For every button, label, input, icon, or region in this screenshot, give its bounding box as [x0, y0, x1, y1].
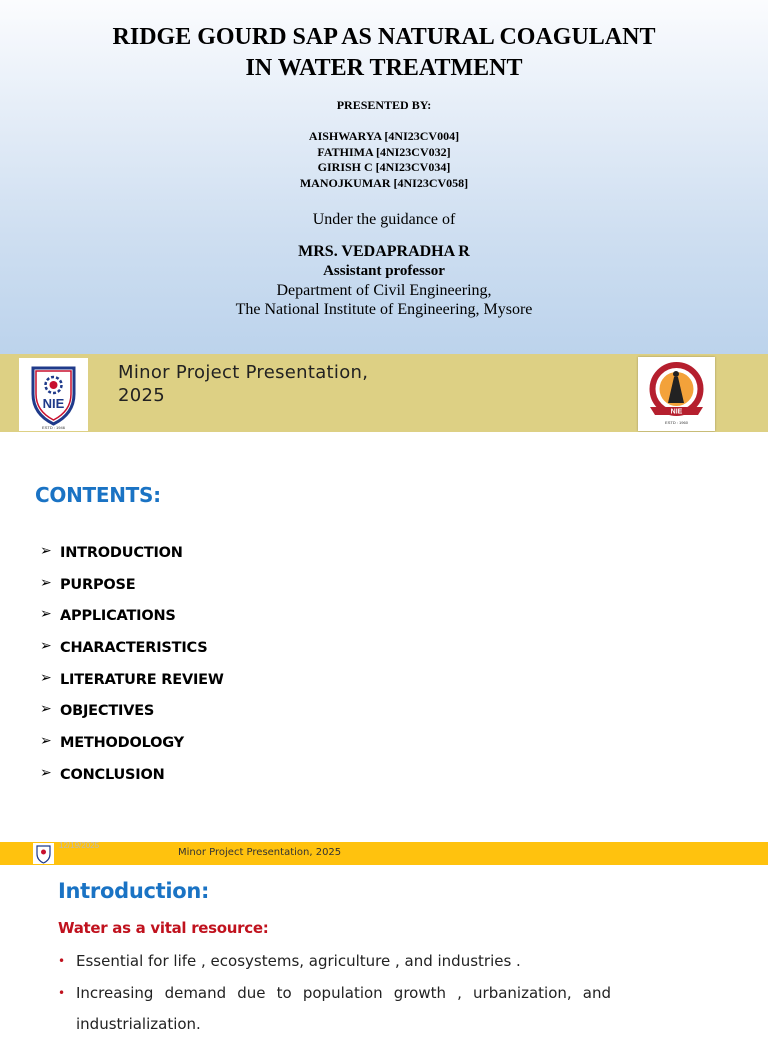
contents-item: ➢ LITERATURE REVIEW [40, 668, 224, 688]
arrow-bullet-icon: ➢ [40, 605, 52, 622]
nie-logo [19, 358, 88, 431]
arrow-bullet-icon: ➢ [40, 763, 52, 780]
contents-item: ➢ CONCLUSION [40, 763, 165, 783]
member-list [0, 129, 768, 191]
institute-name: The National Institute of Engineering, Mysore [235, 301, 533, 318]
contents-heading: CONTENTS: [35, 483, 161, 507]
presentation-title [0, 22, 768, 84]
guide-role: Assistant professor [323, 263, 445, 279]
civil-dept-emblem-icon [638, 357, 715, 431]
svg-text:ESTD : 1960: ESTD : 1960 [665, 420, 688, 425]
bullet-dot-icon: • [58, 986, 66, 1000]
slide-date: 12/19/2025 [59, 841, 100, 850]
title-line-1: RIDGE GOURD SAP AS NATURAL COAGULANT [112, 24, 656, 50]
member-item: FATHIMA [4NI23CV032] [317, 144, 451, 159]
arrow-bullet-icon: ➢ [40, 573, 52, 590]
title-slide [0, 0, 768, 432]
contents-list [40, 541, 224, 795]
civil-dept-logo [638, 357, 715, 431]
contents-item: ➢ APPLICATIONS [40, 605, 176, 625]
svg-text:NIE: NIE [42, 396, 65, 411]
arrow-bullet-icon: ➢ [40, 637, 52, 654]
nie-shield-small-icon [33, 843, 54, 864]
nie-shield-icon [19, 358, 88, 431]
svg-text:NIE: NIE [670, 408, 683, 416]
footer-line-1: Minor Project Presentation, [118, 362, 369, 383]
contents-item: ➢ METHODOLOGY [40, 732, 184, 752]
member-item: GIRISH C [4NI23CV034] [317, 160, 451, 174]
arrow-bullet-icon: ➢ [40, 542, 52, 558]
arrow-bullet-icon: ➢ [40, 732, 52, 749]
bullet-item: • Essential for life , ecosystems, agriculture , and industries . [58, 946, 611, 977]
svg-text:Department of Civil Engineerin: Department of Civil Engineering [658, 426, 695, 429]
contents-item: ➢ CHARACTERISTICS [40, 637, 208, 657]
introduction-subheading: Water as a vital resource: [58, 919, 269, 937]
presented-by-label: PRESENTED BY: [336, 98, 432, 112]
contents-item: ➢ INTRODUCTION [40, 542, 183, 561]
footer-line-2: 2025 [118, 385, 166, 406]
slide-footer-text: Minor Project Presentation, 2025 [178, 847, 342, 858]
member-item: MANOJKUMAR [4NI23CV058] [299, 175, 469, 190]
svg-text:ESTD : 1946: ESTD : 1946 [42, 425, 65, 430]
slide-footer-bar [0, 842, 768, 865]
arrow-bullet-icon: ➢ [40, 668, 52, 685]
title-line-2: IN WATER TREATMENT [245, 55, 523, 81]
introduction-heading: Introduction: [58, 879, 210, 903]
guidance-label: Under the guidance of [312, 211, 456, 228]
contents-item: ➢ OBJECTIVES [40, 700, 155, 720]
arrow-bullet-icon: ➢ [40, 700, 52, 717]
footer-text [118, 361, 418, 407]
bullet-dot-icon: • [58, 954, 66, 968]
member-item: AISHWARYA [4NI23CV004] [308, 129, 460, 143]
contents-item: ➢ PURPOSE [40, 573, 136, 593]
department-name: Department of Civil Engineering, [276, 282, 492, 299]
guide-name: MRS. VEDAPRADHA R [298, 243, 470, 260]
bullet-item: • Increasing demand due to population growth , urbanization, and industrialization. [58, 978, 611, 1040]
footer-logo [33, 843, 54, 864]
